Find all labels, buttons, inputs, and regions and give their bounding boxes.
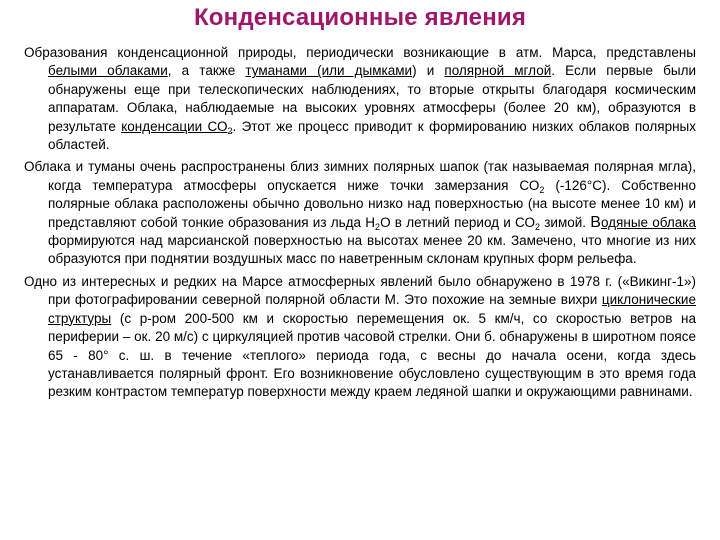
subscript-2: 2 (535, 221, 541, 232)
p2-text-4: зимой. (540, 214, 591, 230)
p1-text-3: ) и (412, 63, 445, 79)
p2-text-3: О в летний период и СО (380, 214, 535, 230)
p2-text-1: Облака и туманы очень распространены близ зимних полярных шапок (так называемая полярная мгла), когда температура атмосферы опускается ниже точки замерзания СО (24, 159, 696, 193)
link-water-clouds: одяные облака (600, 214, 696, 230)
p1-text-1: Образования конденсационной природы, периодически возникающие в атм. Марса, представлены (24, 45, 696, 60)
link-fogs: туманами (или дымками (245, 63, 413, 79)
co2-condensation-label: конденсации СО (121, 118, 228, 134)
paragraph-1 (24, 44, 696, 154)
subscript-2: 2 (227, 125, 233, 136)
link-cyclonic-structures: циклонические структуры (48, 292, 696, 326)
link-polar-haze: полярной мглой (444, 63, 552, 79)
p3-text-1: Одно из интересных и редких на Марсе атмосферных явлений было обнаружено в 1978 г. («Викинг-1») при фотографировании северной полярной области М. Это похожие на земные вихри (24, 273, 696, 308)
subscript-2: 2 (539, 184, 545, 195)
p2-text-5: формируются над марсианской поверхностью на высотах менее 20 км. Замечено, что многие из них образуются при поднятии воздушных масс по наветренным склонам крупных форм рельефа. (48, 233, 696, 267)
large-letter: В (590, 213, 601, 231)
paragraph-2 (24, 158, 696, 268)
link-white-clouds: белыми облаками (48, 63, 168, 79)
p1-text-4: . Если первые были обнаружены еще при телескопических наблюдениях, то вторые открыты благодаря космическим аппаратам. Облака, наблюдаемые на высоких уровнях атмосферы (более 20 км), образуются в результате (48, 63, 697, 134)
p3-text-2: (с р-ром 200-500 км и скоростью перемещения ок. 5 км/ч, со скоростью ветров на периферии – ок. 20 м/с) с циркуляцией против часовой стрелки. Они б. обнаружены в широтном поясе 65 - 80° с. ш. в течение «теплого» периода года, с весны до начала осени, когда здесь устанавливается полярный фронт. Его возникновение обусловлено существующим в это время года резким контрастом температур поверхности между краем ледяной шапки и окружающими равнинами. (48, 310, 696, 400)
p1-text-5: . Этот же процесс приводит к формированию низких облаков полярных областей. (48, 118, 696, 153)
p2-text-2: (-126°С). Собственно полярные облака расположены обычно довольно низко над поверхностью (на высоте менее 10 км) и представляют собой тонкие образования из льда Н (48, 177, 696, 230)
body-text (24, 44, 696, 406)
paragraph-3 (24, 273, 696, 402)
subscript-2: 2 (375, 221, 381, 232)
page-title: Конденсационные явления (193, 4, 527, 31)
link-co2-condensation (121, 119, 232, 134)
p1-text-2: , а также (167, 63, 246, 79)
